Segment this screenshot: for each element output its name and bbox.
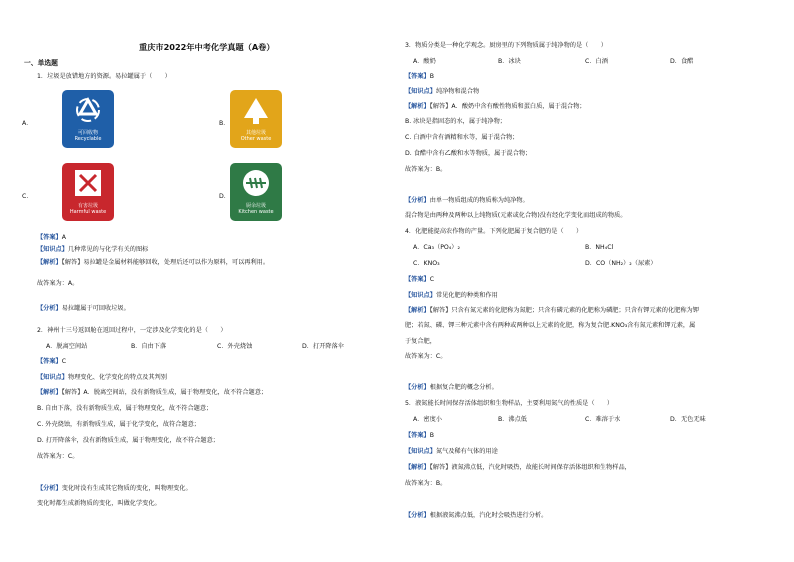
q2-summary (37, 485, 192, 493)
fish-bone-icon (230, 167, 282, 201)
q4-final: 故答案为：C。 (405, 353, 447, 360)
q1-option-b-image[interactable] (230, 90, 282, 148)
q2-stem: 2．神州十三号返回舱在返回过程中，一定涉及化学变化的是（ ） (37, 327, 227, 334)
jx-tag: 【解析】 (37, 259, 62, 266)
kp-tag: 【知识点】 (37, 374, 68, 381)
q5-option-d[interactable]: D．无色无味 (670, 416, 706, 423)
q4-option-b[interactable]: B．NH₄Cl (585, 244, 614, 251)
answer-value: A (61, 234, 66, 241)
q4-answer (405, 276, 434, 284)
page-title: 重庆市2022年中考化学真题（A卷） (139, 42, 275, 52)
fx-tag: 【分析】 (37, 305, 62, 312)
q3-line-c: C. 白酒中含有酒精和水等，属于混合物； (405, 134, 519, 141)
q2-option-b[interactable]: B．自由下落 (131, 343, 167, 350)
q3-option-d[interactable]: D．食醋 (670, 58, 694, 65)
q3-option-a[interactable]: A．酸奶 (413, 58, 436, 65)
jx-value: 【解答】易拉罐是金属材料能够回收，处理后还可以作为原料，可以再利用。 (61, 259, 270, 266)
q5-option-a[interactable]: A．密度小 (413, 416, 442, 423)
fx-tag: 【分析】 (405, 512, 430, 519)
q2-line-d: D. 打开降落伞，没有新物质生成，属于物理变化，故不符合题意； (37, 437, 219, 444)
q5-final: 故答案为：B。 (405, 480, 447, 487)
fx-tag: 【分析】 (405, 384, 430, 391)
q4-option-d[interactable]: D．CO（NH₂）₂（尿素） (585, 260, 657, 267)
jx-value: 【解答】A．酸奶中含有酸性物质和蛋白质，属于混合物； (429, 103, 586, 110)
jx-value: 【解答】A．脱离空间站，没有新物质生成，属于物理变化，故不符合题意； (61, 389, 268, 396)
q1-option-a-image[interactable] (62, 90, 114, 148)
q3-answer (405, 73, 434, 81)
answer-value: B (429, 73, 434, 80)
q2-option-a[interactable]: A．脱离空间站 (46, 343, 88, 350)
recycle-icon (62, 94, 114, 128)
q3-knowledge-point (405, 88, 479, 96)
q3-analysis (405, 103, 586, 111)
answer-value: C (429, 276, 435, 283)
q5-analysis (405, 464, 631, 472)
fx-value: 变化时没有生成其它物质的变化，叫物理变化。 (61, 485, 192, 492)
q3-line-d: D. 食醋中含有乙酸和水等物质，属于混合物； (405, 150, 532, 157)
q3-stem: 3．物质分类是一种化学观念。厨房里的下列物质属于纯净物的是（ ） (405, 42, 607, 49)
bin-b-en: Other waste (240, 136, 272, 142)
fx-value: 根据液氮沸点低，汽化时会吸热进行分析。 (429, 512, 548, 519)
q1-final: 故答案为：A。 (37, 280, 79, 287)
bin-b-cn: 其他垃圾 (245, 130, 266, 136)
q3-line-b: B. 冰块是指固态的水，属于纯净物； (405, 118, 506, 125)
q3-option-c[interactable]: C．白酒 (585, 58, 608, 65)
other-waste-icon (230, 94, 282, 128)
answer-tag: 【答案】 (405, 73, 430, 80)
bin-d-cn: 厨余垃圾 (245, 203, 266, 209)
bin-d-en: Kitchen waste (238, 209, 274, 215)
q2-line-b: B. 自由下落，没有新物质生成，属于物理变化，故不符合题意； (37, 405, 213, 412)
jx-tag: 【解析】 (37, 389, 62, 396)
fx-value: 根据复合肥的概念分析。 (429, 384, 498, 391)
kp-tag: 【知识点】 (405, 448, 436, 455)
q5-answer (405, 432, 434, 440)
fx-value: 易拉罐属于可回收垃圾。 (61, 305, 130, 312)
kp-tag: 【知识点】 (37, 246, 68, 253)
jx-tag: 【解析】 (405, 464, 430, 471)
q2-knowledge-point (37, 374, 167, 382)
q5-stem: 5．液氮能长时间保存活体组织和生物样品，主要利用氮气的性质是（ ） (405, 400, 614, 407)
q1-option-d-letter: D． (219, 193, 230, 200)
q3-final: 故答案为：B。 (405, 166, 447, 173)
q2-final: 故答案为：C。 (37, 453, 79, 460)
jx-value: 【解答】只含有氮元素的化肥称为氮肥；只含有磷元素的化肥称为磷肥；只含有钾元素的化肥称为钾 (429, 307, 699, 314)
q1-option-c-letter: C． (22, 193, 33, 200)
q1-option-c-image[interactable] (62, 163, 114, 221)
q2-option-d[interactable]: D．打开降落伞 (302, 343, 344, 350)
q5-option-c[interactable]: C．难溶于水 (585, 416, 621, 423)
bin-c-cn: 有害垃圾 (77, 203, 98, 209)
q3-summary-2: 混合物是由两种及两种以上纯物质(元素或化合物)没有经化学变化而组成的物质。 (405, 212, 627, 219)
kp-value: 氮气及稀有气体的用途 (435, 448, 498, 455)
q1-summary (37, 305, 130, 313)
kp-value: 常见化肥的种类和作用 (435, 292, 498, 299)
q2-option-c[interactable]: C．外壳烧蚀 (217, 343, 253, 350)
q1-stem: 1．垃圾是放错地方的资源。易拉罐属于（ ） (37, 73, 171, 80)
q3-option-b[interactable]: B．冰块 (498, 58, 521, 65)
jx-value: 【解答】液氮沸点低，汽化时吸热，故能长时间保存活体组织和生物样品， (429, 464, 631, 471)
q4-line-3: 于复合肥， (405, 338, 436, 345)
q4-stem: 4．化肥能提高农作物的产量。下列化肥属于复合肥的是（ ） (405, 228, 583, 235)
jx-tag: 【解析】 (405, 103, 430, 110)
q3-summary (405, 197, 529, 205)
fx-tag: 【分析】 (37, 485, 62, 492)
q1-knowledge-point (37, 246, 148, 254)
answer-value: B (429, 432, 434, 439)
q1-answer (37, 234, 66, 242)
q5-knowledge-point (405, 448, 498, 456)
fx-tag: 【分析】 (405, 197, 430, 204)
kp-value: 物理变化、化学变化的特点及其判别 (67, 374, 167, 381)
q4-line-2: 肥；若氮、磷、钾三种元素中含有两种或两种以上元素的化肥，称为复合肥.KNO₃含有氮元素和钾元素，属 (405, 322, 696, 329)
q2-analysis (37, 389, 267, 397)
q2-line-c: C. 外壳烧蚀，有新物质生成，属于化学变化，故符合题意； (37, 421, 200, 428)
fx-value: 由单一物质组成的物质称为纯净物。 (429, 197, 529, 204)
q1-option-d-image[interactable] (230, 163, 282, 221)
q1-analysis (37, 259, 269, 267)
answer-tag: 【答案】 (405, 432, 430, 439)
jx-tag: 【解析】 (405, 307, 430, 314)
answer-tag: 【答案】 (37, 358, 62, 365)
bin-a-en: Recyclable (74, 136, 102, 142)
q5-summary (405, 512, 547, 520)
answer-tag: 【答案】 (37, 234, 62, 241)
q4-option-a[interactable]: A．Ca₃（PO₄）₂ (413, 244, 460, 251)
q1-option-b-letter: B． (219, 120, 230, 127)
kp-tag: 【知识点】 (405, 292, 436, 299)
answer-tag: 【答案】 (405, 276, 430, 283)
q4-summary (405, 384, 498, 392)
hazard-icon (62, 167, 114, 201)
bin-c-en: Harmful waste (69, 209, 107, 215)
q4-option-c[interactable]: C．KNO₃ (413, 260, 440, 267)
q2-summary-2: 变化时都生成新物质的变化，叫做化学变化。 (37, 500, 161, 507)
q2-answer (37, 358, 66, 366)
q4-knowledge-point (405, 292, 498, 300)
kp-value: 几种常见的与化学有关的图标 (67, 246, 149, 253)
q4-analysis (405, 307, 699, 315)
q1-option-a-letter: A． (22, 120, 33, 127)
answer-value: C (61, 358, 67, 365)
kp-value: 纯净物和混合物 (435, 88, 480, 95)
bin-a-cn: 可回收物 (77, 130, 98, 136)
q5-option-b[interactable]: B．沸点低 (498, 416, 527, 423)
kp-tag: 【知识点】 (405, 88, 436, 95)
section-heading: 一、单选题 (24, 59, 58, 67)
